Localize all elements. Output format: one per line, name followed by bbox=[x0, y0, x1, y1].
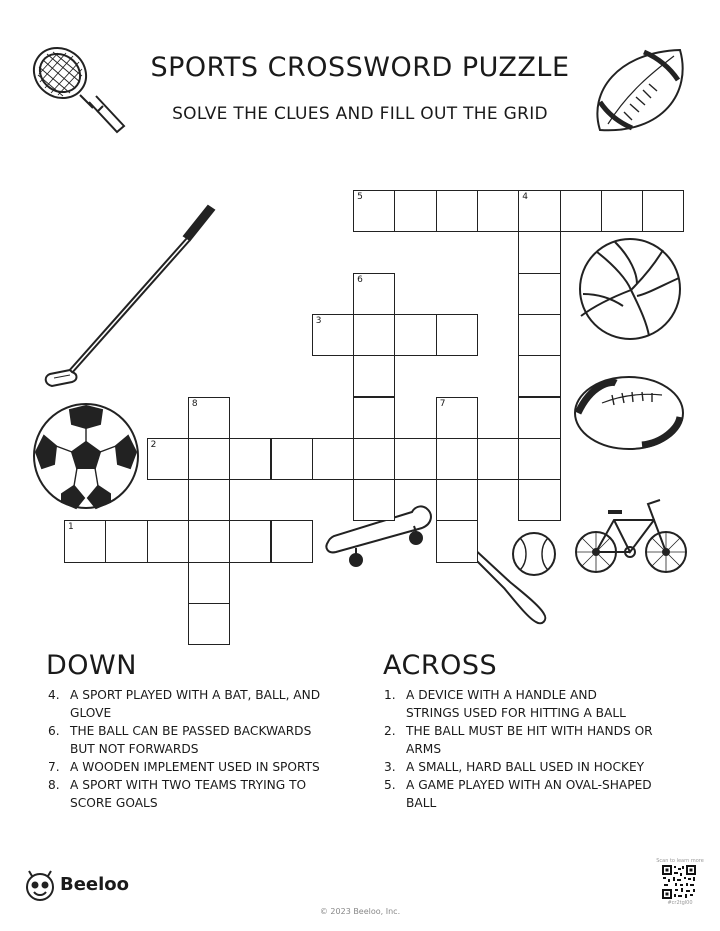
clue-number: 1 bbox=[68, 522, 74, 533]
crossword-cell[interactable] bbox=[188, 603, 230, 645]
crossword-cell[interactable] bbox=[353, 438, 395, 480]
brand-name: Beeloo bbox=[60, 874, 130, 895]
crossword-cell[interactable] bbox=[642, 190, 684, 232]
page-title: SPORTS CROSSWORD PUZZLE bbox=[150, 52, 570, 83]
crossword-cell[interactable] bbox=[436, 479, 478, 521]
crossword-cell[interactable] bbox=[188, 562, 230, 604]
across-clue: 5. A GAME PLAYED WITH AN OVAL-SHAPED BALL bbox=[384, 778, 652, 810]
crossword-cell[interactable] bbox=[312, 438, 354, 480]
crossword-cell[interactable] bbox=[518, 273, 560, 315]
crossword-cell[interactable] bbox=[271, 520, 313, 562]
crossword-cell[interactable] bbox=[353, 355, 395, 397]
crossword-cell[interactable] bbox=[188, 397, 230, 439]
crossword-cell[interactable] bbox=[601, 190, 643, 232]
qr-code-icon bbox=[662, 865, 696, 899]
clue-number: 4 bbox=[522, 192, 529, 202]
clue-number: 6 bbox=[357, 274, 363, 285]
down-clue: 4. A SPORT PLAYED WITH A BAT, BALL, AND GLOVE bbox=[48, 688, 321, 720]
crossword-cell[interactable] bbox=[518, 479, 560, 521]
crossword-cell[interactable] bbox=[353, 397, 395, 439]
clue-number: 3 bbox=[315, 315, 322, 326]
across-clue: 3. A SMALL, HARD BALL USED IN HOCKEY bbox=[384, 760, 645, 774]
crossword-cell[interactable] bbox=[394, 438, 436, 480]
copyright: © 2023 Beeloo, Inc. bbox=[319, 907, 401, 916]
crossword-cell[interactable] bbox=[477, 190, 519, 232]
crossword-cell[interactable] bbox=[353, 190, 395, 232]
crossword-cell[interactable] bbox=[188, 479, 230, 521]
crossword-cell[interactable] bbox=[229, 520, 271, 562]
crossword-cell[interactable] bbox=[436, 520, 478, 562]
crossword-cell[interactable] bbox=[147, 520, 189, 562]
down-clue-list bbox=[48, 686, 330, 812]
crossword-cell[interactable] bbox=[229, 438, 271, 480]
crossword-cell[interactable] bbox=[436, 438, 478, 480]
crossword-cell[interactable] bbox=[518, 397, 560, 439]
crossword-cell[interactable] bbox=[271, 438, 313, 480]
crossword-cell[interactable] bbox=[312, 314, 354, 356]
crossword-cell[interactable] bbox=[436, 314, 478, 356]
qr-caption: Scan to learn more bbox=[656, 858, 704, 864]
crossword-cell[interactable] bbox=[188, 520, 230, 562]
clue-number: 7 bbox=[439, 398, 446, 409]
crossword-cell[interactable] bbox=[394, 190, 436, 232]
crossword-cell[interactable] bbox=[353, 314, 395, 356]
down-clue: 7. A WOODEN IMPLEMENT USED IN SPORTS bbox=[48, 760, 320, 774]
crossword-cell[interactable] bbox=[560, 190, 602, 232]
crossword-cell[interactable] bbox=[477, 438, 519, 480]
across-heading: ACROSS bbox=[383, 650, 498, 681]
crossword-cell[interactable] bbox=[147, 438, 189, 480]
crossword-cell[interactable] bbox=[188, 438, 230, 480]
crossword-cell[interactable] bbox=[353, 273, 395, 315]
bee-logo-icon bbox=[24, 870, 56, 902]
crossword-cell[interactable] bbox=[64, 520, 106, 562]
crossword-cell[interactable] bbox=[518, 231, 560, 273]
crossword-cell[interactable] bbox=[436, 190, 478, 232]
crossword-cell[interactable] bbox=[105, 520, 147, 562]
clue-number: 5 bbox=[357, 192, 363, 202]
down-heading: DOWN bbox=[46, 650, 137, 681]
across-clue: 1. A DEVICE WITH A HANDLE AND STRINGS USED FOR HITTING A BALL bbox=[384, 688, 626, 720]
qr-caption: #cr2tgl00 bbox=[667, 900, 693, 906]
down-clue: 8. A SPORT WITH TWO TEAMS TRYING TO SCORE GOALS bbox=[48, 778, 307, 810]
crossword-cell[interactable] bbox=[518, 190, 560, 232]
clue-number: 8 bbox=[191, 398, 198, 409]
crossword-cell[interactable] bbox=[518, 355, 560, 397]
crossword-cell[interactable] bbox=[518, 314, 560, 356]
crossword-cell[interactable] bbox=[436, 397, 478, 439]
crossword-cell[interactable] bbox=[394, 314, 436, 356]
crossword-cell[interactable] bbox=[518, 438, 560, 480]
down-clue: 6. THE BALL CAN BE PASSED BACKWARDS BUT NOT FORWARDS bbox=[48, 724, 312, 756]
across-clue: 2. THE BALL MUST BE HIT WITH HANDS OR ARMS bbox=[384, 724, 653, 756]
across-clue-list bbox=[384, 686, 654, 812]
clue-number: 2 bbox=[150, 439, 157, 450]
page-subtitle: SOLVE THE CLUES AND FILL OUT THE GRID bbox=[172, 104, 548, 124]
crossword-cell[interactable] bbox=[353, 479, 395, 521]
